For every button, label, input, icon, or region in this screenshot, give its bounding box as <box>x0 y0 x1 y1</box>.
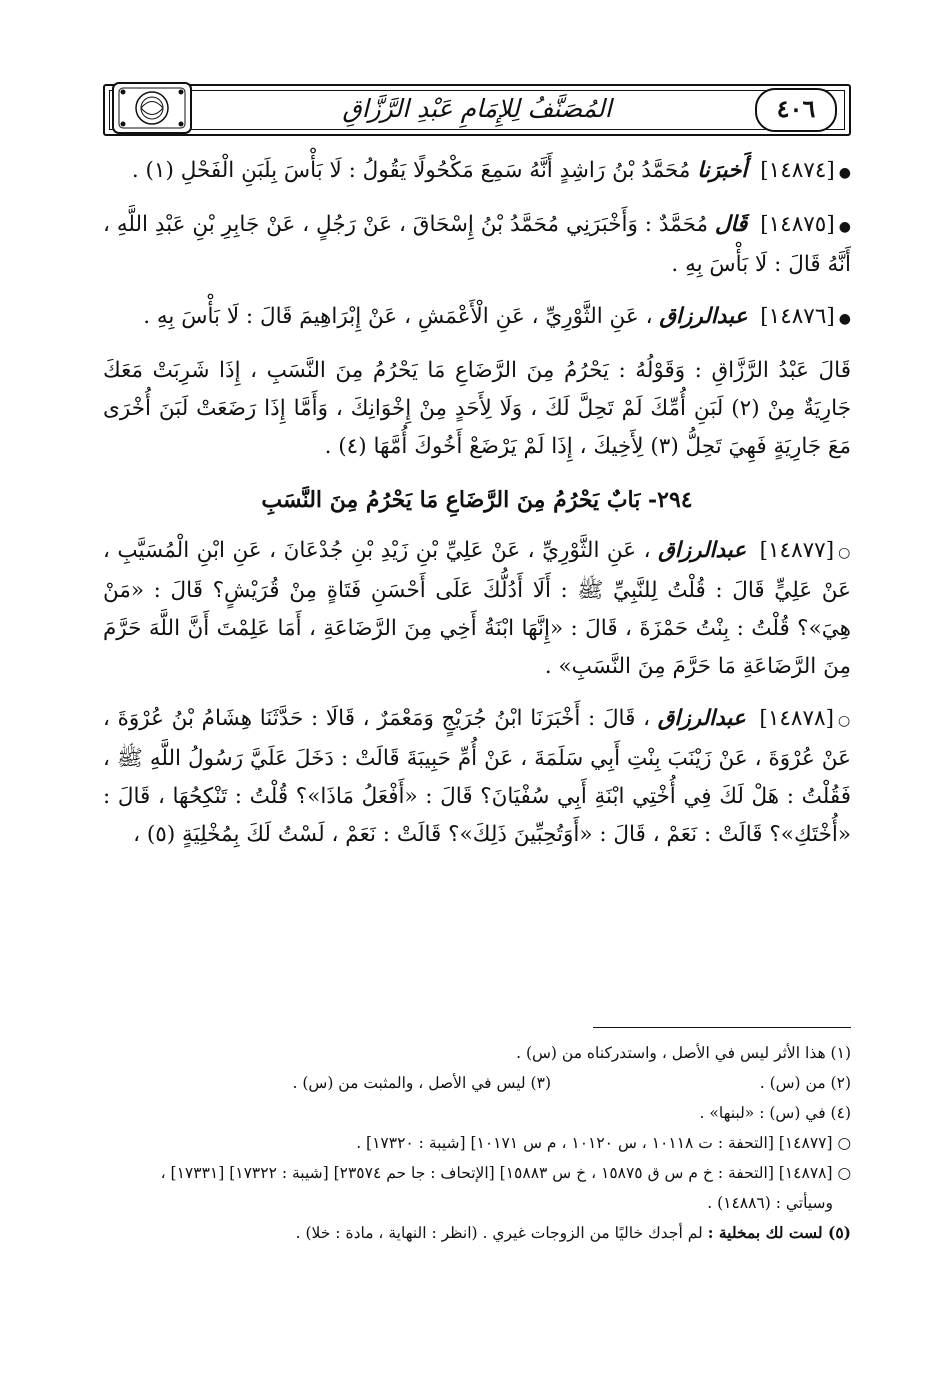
emblem-ornament-icon <box>111 81 193 135</box>
hadith-ref: [١٤٨٧٨] <box>759 706 834 731</box>
footnote-row-2-3 <box>103 1068 851 1098</box>
footnote-5 <box>103 1218 851 1248</box>
hollow-circle-marker: ○ <box>838 545 851 561</box>
page-number-badge <box>755 88 837 132</box>
hadith-lead: قَال <box>714 212 748 237</box>
filled-circle-marker: ● <box>838 311 851 327</box>
hadith-ref: [١٤٨٧٦] <box>760 304 835 329</box>
takhrij-14877: ○ [١٤٨٧٧] [التحفة : ت ١٠١١٨ ، س ١٠١٢٠ ، م س ١٠١٧١] [شيبة : ١٧٣٢٠] . <box>356 1134 851 1152</box>
hollow-circle-marker: ○ <box>837 713 852 729</box>
footnotes <box>103 1038 851 1248</box>
hadith-ref: [١٤٨٧٥] <box>760 212 835 237</box>
footnote-4: (٤) في (س) : «لبنها» . <box>699 1104 851 1122</box>
hadith-text: مُحَمَّدُ بْنُ رَاشِدٍ أَنَّهُ سَمِعَ مَكْحُولًا يَقُولُ : لَا بَأْسَ بِلَبَنِ الْفَحْلِ (١) . <box>131 158 691 183</box>
commentary-text: قَالَ عَبْدُ الرَّزَّاقِ : وَقَوْلُهُ : يَحْرُمُ مِنَ الرَّضَاعِ مَا يَحْرُمُ مِنَ النَّسَبِ ، إِذَا شَرِبَتْ مَعَكَ جَارِيَةٌ مِنْ (٢) لَبَنِ أُمِّكَ لَمْ تَحِلَّ لَكَ ، وَلَا لِأَحَدٍ مِنْ إِخْوَانِكَ ، وَأَمَّا إِذَا رَضَعَتْ لَبَنَ أُخْرَى مَعَ جَارِيَةٍ فَهِيَ تَحِلُّ (٣) لِأَخِيكَ ، إِذَا لَمْ يَرْضَعْ أَخُوكَ أُمَّهَا (٤) . <box>103 358 851 459</box>
hadith-text: ، عَنِ الثَّوْرِيِّ ، عَنْ عَلِيِّ بْنِ زَيْدِ بْنِ جُدْعَانَ ، عَنِ ابْنِ الْمُسَيَّبِ ، عَنْ عَلِيٍّ قَالَ : قُلْتُ لِلنَّبِيِّ ﷺ : أَلَا أَدُلُّكَ عَلَى أَحْسَنِ فَتَاةٍ مِنْ قُرَيْشٍ؟ قَالَ : «مَنْ هِيَ»؟ قُلْتُ : بِنْتُ حَمْزَةَ ، قَالَ : «إِنَّهَا ابْنَةُ أَخِي مِنَ الرَّضَاعَةِ ، أَمَا عَلِمْتَ أَنَّ اللَّهَ حَرَّمَ مِنَ الرَّضَاعَةِ مَا حَرَّمَ مِنَ النَّسَبِ» . <box>103 538 851 679</box>
takhrij-14878: ○ [١٤٨٧٨] [التحفة : خ م س ق ١٥٨٧٥ ، خ س ١٥٨٨٣] [الإتحاف : جا حم ٢٣٥٧٤] [شيبة : ١٧٣٢٢] [١٧٣٣١] ، <box>160 1164 851 1182</box>
hadith-14875 <box>103 206 851 284</box>
filled-circle-marker: ● <box>838 165 851 181</box>
chapter-heading: ٢٩٤- بَابٌ يَحْرُمُ مِنَ الرَّضَاعِ مَا يَحْرُمُ مِنَ النَّسَبِ <box>261 487 693 513</box>
main-text <box>103 152 851 868</box>
hadith-lead: عبدالرزاق <box>659 304 748 329</box>
footnote-5-term: (٥) لست لك بمخلية : <box>707 1223 851 1242</box>
footnote-2: (٢) من (س) . <box>759 1074 851 1092</box>
hadith-ref: [١٤٨٧٤] <box>760 158 835 183</box>
hadith-ref: [١٤٨٧٧] <box>759 538 835 563</box>
page-header <box>103 78 851 140</box>
hadith-lead: عبدالرزاق <box>658 538 747 563</box>
footnote-separator <box>593 1027 851 1028</box>
footnote-3: (٣) ليس في الأصل ، والمثبت من (س) . <box>292 1074 551 1092</box>
filled-circle-marker: ● <box>838 219 851 235</box>
hadith-text: ، قَالَ : أَخْبَرَنَا ابْنُ جُرَيْجٍ وَمَعْمَرٌ ، قَالَا : حَدَّثَنَا هِشَامُ بْنُ عُرْوَةَ ، عَنْ عُرْوَةَ ، عَنْ زَيْنَبَ بِنْتِ أَبِي سَلَمَةَ ، عَنْ أُمِّ حَبِيبَةَ قَالَتْ : دَخَلَ عَلَيَّ رَسُولُ اللَّهِ ﷺ ، فَقُلْتُ : هَلْ لَكَ فِي أُخْتِي ابْنَةِ أَبِي سُفْيَانَ؟ قَالَ : «أَفْعَلُ مَاذَا»؟ قُلْتُ : تَنْكِحُهَا ، قَالَ : «أُخْتَكِ»؟ قَالَتْ : نَعَمْ ، قَالَ : «أَوَتُحِبِّينَ ذَلِكَ»؟ قَالَتْ : نَعَمْ ، لَسْتُ لَكَ بِمُخْلِيَةٍ (٥) ، <box>103 706 851 847</box>
hadith-14874 <box>103 152 851 192</box>
hadith-lead: عبدالرزاق <box>657 706 746 731</box>
running-title: المُصَنَّفُ لِلإِمَامِ عَبْدِ الرَّزَّاقِ <box>342 94 612 123</box>
hadith-text: ، عَنِ الثَّوْرِيِّ ، عَنِ الْأَعْمَشِ ، عَنْ إِبْرَاهِيمَ قَالَ : لَا بَأْسَ بِهِ . <box>143 304 653 329</box>
hadith-14876 <box>103 298 851 338</box>
page-number: ٤٠٦ <box>776 94 816 123</box>
hadith-text: مُحَمَّدٌ : وَأَخْبَرَنِي مُحَمَّدُ بْنُ إِسْحَاقَ ، عَنْ رَجُلٍ ، عَنْ جَابِرِ بْنِ عَبْدِ اللَّهِ ، أَنَّهُ قَالَ : لَا بَأْسَ بِهِ . <box>103 212 851 277</box>
hadith-14878 <box>103 700 851 854</box>
footnote-1: (١) هذا الأثر ليس في الأصل ، واستدركناه من (س) . <box>516 1044 851 1062</box>
hadith-14877 <box>103 532 851 686</box>
footnote-5-text: لم أجدك خاليًا من الزوجات غيري . (انظر : النهاية ، مادة : خلا) . <box>295 1224 703 1242</box>
commentary-paragraph <box>103 352 851 466</box>
takhrij-14878-cont: وسيأتي : (١٤٨٨٦) . <box>707 1194 833 1212</box>
hadith-lead: أَخبرَنا <box>697 158 748 183</box>
